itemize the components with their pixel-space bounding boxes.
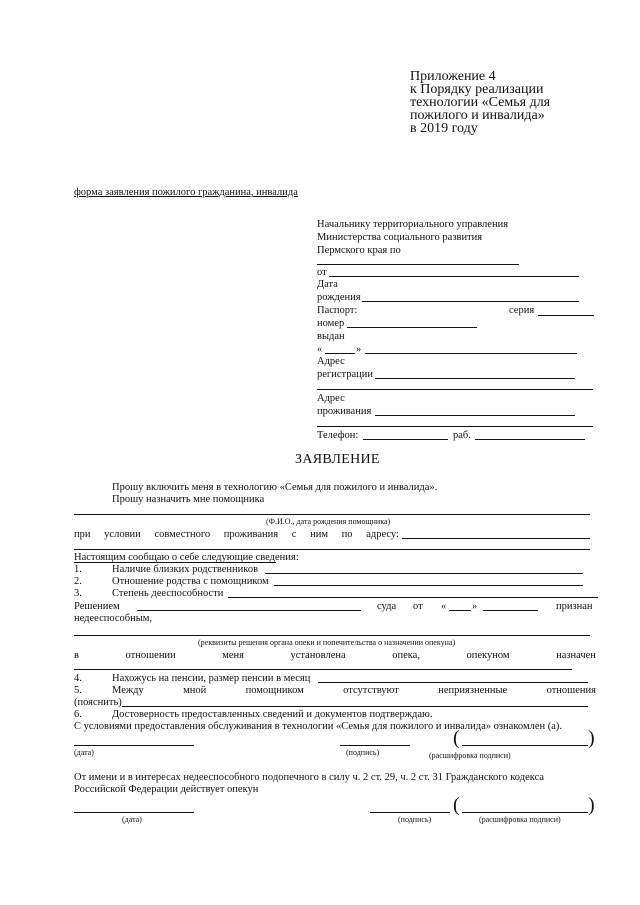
kinship-field[interactable] (274, 585, 583, 586)
address-word: при (74, 529, 91, 540)
date-caption: (дата) (74, 748, 94, 757)
kinship-label: Отношение родства с помощником (112, 576, 269, 587)
paren-open: ( (453, 794, 460, 816)
guardian-date-field[interactable] (74, 812, 194, 813)
work-phone-label: раб. (453, 430, 471, 441)
explain-label: (пояснить) (74, 697, 122, 708)
guardian-word: опека, (392, 650, 420, 661)
issued-date-open: « (317, 344, 323, 355)
birth-date-label: Дата (317, 279, 338, 290)
capacity-field[interactable] (228, 597, 598, 598)
address-word: адресу: (366, 529, 399, 540)
guardian-signature-caption: (подпись) (398, 815, 432, 824)
address-word: ним (310, 529, 328, 540)
decision-label: Решением (74, 601, 120, 612)
annex-line: к Порядку реализации (410, 82, 544, 97)
paren-close: ) (588, 727, 595, 749)
address-field-2[interactable] (74, 549, 590, 550)
request-helper: Прошу назначить мне помощника (112, 494, 265, 505)
issued-date-close: » (356, 344, 362, 355)
document-title: ЗАЯВЛЕНИЕ (295, 452, 380, 467)
addressee-line: Начальнику территориального управления (317, 219, 509, 230)
signature-field[interactable] (340, 745, 410, 746)
relations-word: помощником (245, 685, 304, 696)
annex-line: Приложение 4 (410, 69, 496, 84)
item-number: 6. (74, 709, 82, 720)
guardian-word: назначен (556, 650, 596, 661)
address-field[interactable] (402, 538, 590, 539)
quote-close: » (472, 601, 478, 612)
issued-label: выдан (317, 331, 345, 342)
guardian-statement: От имени и в интересах недееспособного подопечного в силу ч. 2 ст. 29, ч. 2 ст. 31 Гражданского кодекса (74, 772, 545, 783)
court-date-field[interactable] (483, 610, 538, 611)
address-word: проживания (223, 529, 279, 540)
phone-label: Телефон: (317, 430, 359, 441)
guardian-word: опекуном (466, 650, 510, 661)
form-label: форма заявления пожилого гражданина, инвалида (74, 187, 298, 198)
reg-address-field-2[interactable] (317, 389, 593, 390)
phone-field[interactable] (363, 439, 448, 440)
item-number: 4. (74, 673, 82, 684)
relations-word: отношения (546, 685, 596, 696)
incapacitated-label: недееспособным, (74, 613, 153, 624)
acknowledge-text: С условиями предоставления обслуживания в технологии «Семья для пожилого и инвалида» ознакомлен (а). (74, 721, 563, 732)
birth-date-label: рождения (317, 292, 361, 303)
passport-label: Паспорт: (317, 305, 358, 316)
address-word: совместного (154, 529, 211, 540)
live-address-label: проживания (317, 406, 372, 417)
address-word: по (341, 529, 353, 540)
number-field[interactable] (347, 327, 477, 328)
reg-address-field[interactable] (375, 378, 575, 379)
issued-day-field[interactable] (325, 353, 355, 354)
explain-field[interactable] (122, 706, 588, 707)
addressee-block (317, 218, 508, 257)
department-field[interactable] (317, 264, 519, 265)
decoding-caption: (расшифровка подписи) (429, 751, 511, 760)
court-label: суда (377, 601, 397, 612)
annex-line: пожилого и инвалида» (410, 108, 545, 123)
paren-open: ( (453, 727, 460, 749)
guardianship-hint: (реквизиты решения органа опеки и попечительства о назначении опекуна) (198, 638, 456, 647)
helper-hint: (Ф.И.О., дата рождения помощника) (266, 517, 391, 526)
date-field[interactable] (74, 745, 194, 746)
item-number: 5. (74, 685, 82, 696)
relations-word: неприязненные (438, 685, 508, 696)
declared-label: признан (556, 601, 593, 612)
series-field[interactable] (538, 315, 594, 316)
guardian-decoding-field[interactable] (462, 812, 588, 813)
capacity-label: Степень дееспособности (112, 588, 224, 599)
guardian-decoding-caption: (расшифровка подписи) (479, 815, 561, 824)
reg-address-label: регистрации (317, 369, 373, 380)
guardian-word: установлена (290, 650, 346, 661)
signature-caption: (подпись) (346, 748, 380, 757)
relatives-label: Наличие близких родственников (112, 564, 259, 575)
from-date-label: от (413, 601, 423, 612)
item-number: 3. (74, 588, 82, 599)
relations-word: Между (112, 685, 144, 696)
number-label: номер (317, 318, 345, 329)
decoding-field[interactable] (462, 745, 588, 746)
live-address-field[interactable] (375, 415, 575, 416)
address-word: с (291, 529, 297, 540)
guardian-signature-field[interactable] (370, 812, 450, 813)
annex-header (410, 70, 550, 135)
relations-word: мной (183, 685, 207, 696)
birth-date-field[interactable] (362, 301, 579, 302)
live-address-field-2[interactable] (317, 426, 593, 427)
addressee-line: Пермского края по (317, 245, 401, 256)
confirm-label: Достоверность предоставленных сведений и документов подтверждаю. (112, 709, 433, 720)
guardian-word: отношении (125, 650, 176, 661)
request-include: Прошу включить меня в технологию «Семья для пожилого и инвалида». (112, 482, 438, 493)
pension-field[interactable] (318, 682, 588, 683)
annex-line: в 2019 году (410, 121, 478, 136)
issued-by-field[interactable] (365, 353, 577, 354)
annex-line: технологии «Семья для (410, 95, 551, 110)
from-field[interactable] (329, 276, 579, 277)
quote-open: « (441, 601, 447, 612)
court-field[interactable] (137, 610, 361, 611)
addressee-line: Министерства социального развития (317, 232, 483, 243)
address-phrase (74, 529, 399, 540)
guardian-name-field[interactable] (74, 669, 572, 670)
series-label: серия (509, 305, 535, 316)
court-day-field[interactable] (449, 610, 471, 611)
guardian-phrase (74, 650, 596, 661)
guardian-word: в (74, 650, 79, 661)
info-intro-underline (74, 562, 276, 563)
guardian-date-caption: (дата) (122, 815, 142, 824)
pension-label: Нахожусь на пенсии, размер пенсии в месяц (112, 673, 311, 684)
info-intro: Настоящим сообщаю о себе следующие сведения: (74, 552, 299, 563)
item-number: 1. (74, 564, 82, 575)
relations-phrase (112, 685, 596, 696)
paren-close: ) (588, 794, 595, 816)
relations-word: отсутствуют (343, 685, 399, 696)
live-address-label: Адрес (317, 393, 345, 404)
guardianship-field[interactable] (74, 635, 590, 636)
helper-field[interactable] (74, 514, 590, 515)
address-word: условии (104, 529, 141, 540)
guardian-word: меня (222, 650, 244, 661)
relatives-field[interactable] (265, 573, 583, 574)
from-label: от (317, 267, 327, 278)
guardian-statement: Российской Федерации действует опекун (74, 784, 259, 795)
reg-address-label: Адрес (317, 356, 345, 367)
work-phone-field[interactable] (475, 439, 585, 440)
item-number: 2. (74, 576, 82, 587)
